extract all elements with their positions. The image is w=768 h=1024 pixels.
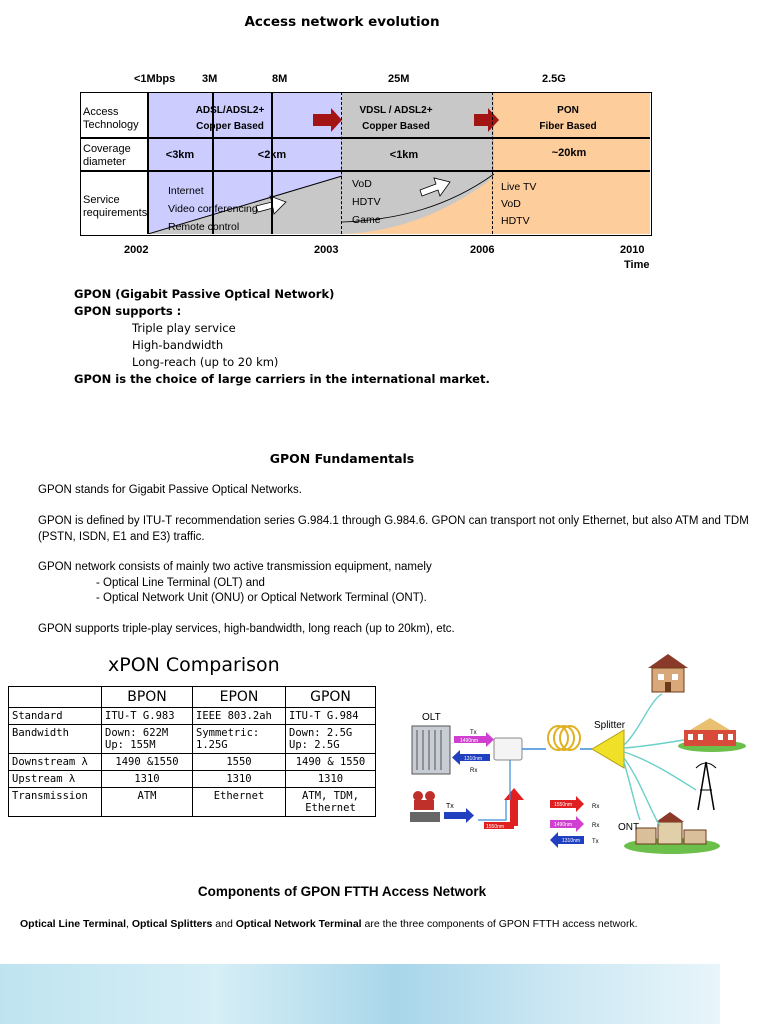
splitter-icon [592,730,624,768]
tx-label: Tx [470,730,477,736]
rx-label: Rx [592,823,600,829]
house-icon [648,654,688,692]
table-cell: ATM, TDM, Ethernet [286,788,376,817]
table-cell: Bandwidth [9,725,102,754]
service-item: Video conferencing [168,203,258,215]
table-cell: IEEE 803.2ah [193,708,286,725]
fiber-coil-icon [548,726,580,750]
gpon-support-item: Triple play service [132,321,236,335]
paragraph: - Optical Line Terminal (OLT) and [96,577,265,589]
table-cell: ATM [102,788,193,817]
wavelength-label: 1550nm [486,824,505,830]
tx-label: Tx [446,803,454,810]
olt-rack-icon [412,726,450,774]
speed-label: 8M [272,73,288,85]
row-label-coverage: Coverage diameter [83,143,131,168]
components-sentence: Optical Line Terminal, Optical Splitters and Optical Network Terminal are the three components of GPON FTTH access network. [20,918,638,930]
pon-sub: Fiber Based [539,121,597,132]
video-source-icon [410,791,440,822]
vdsl-label: VDSL / ADSL2+ [359,105,433,116]
table-cell: Standard [9,708,102,725]
section-title: Components of GPON FTTH Access Network [197,884,487,899]
gpon-intro [74,286,674,388]
table-row [9,771,376,788]
gpon-intro-line: GPON is the choice of large carriers in the international market. [74,372,490,386]
table-cell: Down: 2.5G Up: 2.5G [286,725,376,754]
table-cell: Upstream λ [9,771,102,788]
wavelength-label: 1310nm [464,756,483,762]
paragraph: GPON network consists of mainly two active transmission equipment, namely [38,561,432,573]
splitter-label: Splitter [594,720,626,731]
service-item: HDTV [501,215,530,227]
coverage-value: <3km [165,149,195,161]
table-header [9,687,102,708]
table-cell: Transmission [9,788,102,817]
paragraph: - Optical Network Unit (ONU) or Optical Network Terminal (ONT). [96,592,427,604]
section-title: GPON Fundamentals [269,451,415,466]
adsl-sub: Copper Based [196,121,264,132]
gpon-support-item: Long-reach (up to 20 km) [132,355,279,369]
speed-label: 3M [202,73,218,85]
table-cell: 1490 &1550 [102,754,193,771]
table-cell: 1310 [286,771,376,788]
coverage-value: ~20km [551,147,587,159]
speed-label: <1Mbps [134,73,176,85]
service-item: VoD [352,178,372,190]
footer-banner [0,964,720,1024]
table-cell: ITU-T G.983 [102,708,193,725]
coverage-value: <1km [389,149,419,161]
xpon-title: xPON Comparison [108,654,280,676]
adsl-label: ADSL/ADSL2+ [195,105,265,116]
ont-label: ONT [618,822,640,833]
table-row [9,788,376,817]
rx-label: Rx [592,804,600,810]
olt-label: OLT [422,712,441,723]
component-name: Optical Line Terminal [20,918,126,930]
gpon-intro-line: GPON supports : [74,304,182,318]
speed-label: 2.5G [542,73,566,85]
xpon-table [8,686,376,817]
table-row [9,725,376,754]
table-header: GPON [286,687,376,708]
row-label-access: Access Technology [83,106,139,131]
page-title: Access network evolution [244,14,440,30]
table-cell: Ethernet [193,788,286,817]
wavelength-label: 1550nm [554,802,573,808]
table-header: EPON [193,687,286,708]
table-cell: ITU-T G.984 [286,708,376,725]
building-icon [678,718,746,752]
table-cell: 1310 [193,771,286,788]
service-item: Internet [168,185,204,197]
table-row [9,708,376,725]
time-label: Time [624,259,650,271]
table-cell: 1550 [193,754,286,771]
rx-label: Rx [470,768,478,774]
table-cell: 1310 [102,771,193,788]
year-label: 2003 [314,244,339,256]
table-cell: Down: 622M Up: 155M [102,725,193,754]
table-cell: Downstream λ [9,754,102,771]
tx-label: Tx [592,839,599,845]
component-name: Optical Splitters [131,918,213,930]
coverage-value: <2km [257,149,287,161]
year-label: 2006 [470,244,495,256]
service-item: Game [352,214,381,226]
paragraph: GPON stands for Gigabit Passive Optical Networks. [38,484,302,496]
component-name: Optical Network Terminal [235,918,362,930]
table-row [9,754,376,771]
table-header: BPON [102,687,193,708]
wavelength-label: 1490nm [460,738,479,744]
gpon-intro-line: GPON (Gigabit Passive Optical Network) [74,287,335,301]
table-cell: Symmetric: 1.25G [193,725,286,754]
gpon-network-diagram [400,650,760,860]
table-cell: 1490 & 1550 [286,754,376,771]
year-label: 2002 [124,244,149,256]
service-item: VoD [501,198,521,210]
gpon-support-item: High-bandwidth [132,338,224,352]
village-icon [624,812,720,854]
paragraph: GPON supports triple-play services, high-bandwidth, long reach (up to 20km), etc. [38,623,455,635]
wdm-coupler-icon [494,738,522,760]
service-item: Remote control [168,221,240,233]
year-label: 2010 [620,244,645,256]
service-item: HDTV [352,196,381,208]
speed-label: 25M [388,73,410,85]
service-item: Live TV [501,181,537,193]
row-label-service: Service requirements [83,194,148,219]
wavelength-label: 1310nm [562,838,581,844]
pon-label: PON [557,105,579,116]
paragraph: GPON is defined by ITU-T recommendation series G.984.1 through G.984.6. GPON can transport not only Ethernet, but also ATM and TDM (PSTN, ISDN, E1 and E3) traffic. [38,515,749,543]
vdsl-sub: Copper Based [362,121,430,132]
antenna-tower-icon [696,762,716,810]
wavelength-label: 1490nm [554,822,573,828]
